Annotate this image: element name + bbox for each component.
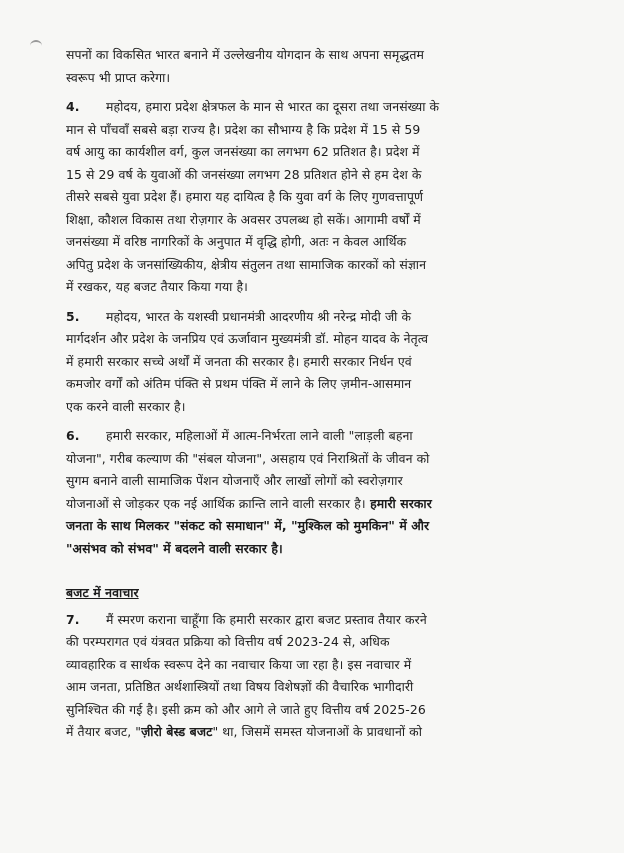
text-segment: महोदय, भारत के यशस्वी प्रधानमंत्री आदरणीय श्री नरेन्द्र मोदी जी के — [106, 308, 412, 324]
paragraph-7 — [66, 609, 578, 744]
paragraph-number: 4. — [66, 99, 80, 114]
text-line: अपितु प्रदेश के जनसांख्यिकीय, क्षेत्रीय संतुलन तथा सामाजिक कारकों को संज्ञान — [66, 256, 427, 272]
paragraph-4 — [66, 96, 578, 299]
paragraph-number: 6. — [66, 428, 80, 443]
text-line — [66, 306, 578, 329]
text-line — [66, 96, 578, 119]
bold-text-segment: ज़ीरो बेस्ड बजट — [141, 724, 213, 739]
text-segment: महोदय, हमारा प्रदेश क्षेत्रफल के मान से भारत का दूसरा तथा जनसंख्या के — [106, 99, 440, 114]
text-line: आम जनता, प्रतिष्ठित अर्थशास्त्रियों तथा विषय विशेषज्ञों की वैचारिक भागीदारी — [66, 679, 414, 694]
text-line: एक करने वाली सरकार है। — [66, 398, 186, 414]
text-line: में रखकर, यह बजट तैयार किया गया है। — [66, 279, 248, 294]
text-line: शिक्षा, कौशल विकास तथा रोज़गार के अवसर उपलब्ध हो सकें। आगामी वर्षों में — [66, 211, 421, 227]
document-body — [66, 44, 578, 751]
text-line: मान से पाँचवाँ सबसे बड़ा राज्य है। प्रदेश का सौभाग्य है कि प्रदेश में 15 से 59 — [66, 121, 421, 137]
paragraph-number: 5. — [66, 308, 80, 324]
bold-text-segment: हमारी सरकार — [365, 495, 432, 511]
text-segment: " था, जिसमें समस्त योजनाओं के प्रावधानों को — [212, 724, 423, 739]
paragraph-number: 7. — [66, 611, 80, 627]
text-line: स्वरूप भी प्राप्त करेगा। — [66, 69, 171, 85]
bold-text-line: जनता के साथ मिलकर "संकट को समाधान" में, "मुश्किल को मुमकिन" में और — [66, 518, 430, 533]
text-line — [66, 493, 578, 516]
text-line: कमजोर वर्गों को अंतिम पंक्ति से प्रथम पंक्ति में लाने के लिए ज़मीन-आसमान — [66, 376, 412, 391]
bold-text-line: "असंभव को संभव" में बदलने वाली सरकार है। — [66, 540, 283, 556]
text-line: व्यावहारिक व सार्थक स्वरूप देने का नवाचार किया जा रहा है। इस नवाचार में — [66, 656, 412, 672]
paragraph-6 — [66, 425, 578, 560]
section-heading: बजट में नवाचार — [66, 585, 139, 600]
text-line: सुनिश्चित की गई है। इसी क्रम को और आगे ले जाते हुए वित्तीय वर्ष 2025-26 — [66, 701, 426, 717]
text-line: जनसंख्या में वरिष्ठ नागरिकों के अनुपात में वृद्धि होगी, अतः न केवल आर्थिक — [66, 234, 407, 249]
page-margin-mark — [30, 40, 42, 52]
text-line — [66, 721, 578, 744]
text-line: तीसरे सबसे युवा प्रदेश हैं। हमारा यह दायित्व है कि युवा वर्ग के लिए गुणवत्तापूर्ण — [66, 189, 424, 204]
text-segment: योजनाओं से जोड़कर एक नई आर्थिक क्रान्ति लाने वाली सरकार है। — [66, 495, 366, 511]
text-line: सपनों का विकसित भारत बनाने में उल्लेखनीय योगदान के साथ अपना समृद्धतम — [66, 47, 425, 62]
text-line: की परम्परागत एवं यंत्रवत प्रक्रिया को वित्तीय वर्ष 2023-24 से, अधिक — [66, 634, 390, 649]
section-heading-wrap — [66, 582, 578, 605]
text-line: मार्गदर्शन और प्रदेश के जनप्रिय एवं ऊर्जावान मुख्यमंत्री डॉ. मोहन यादव के नेतृत्व — [66, 331, 429, 346]
paragraph-5 — [66, 306, 578, 419]
intro-paragraph — [66, 44, 578, 89]
text-segment: मैं स्मरण कराना चाहूँगा कि हमारी सरकार द्वारा बजट प्रस्ताव तैयार करने — [106, 611, 427, 627]
text-line: योजना", गरीब कल्याण की "संबल योजना", असहाय एवं निराश्रितों के जीवन को — [66, 450, 430, 466]
text-line — [66, 609, 578, 632]
text-line: में हमारी सरकार सच्चे अर्थों में जनता की सरकार है। हमारी सरकार निर्धन एवं — [66, 353, 412, 369]
text-line: वर्ष आयु का कार्यशील वर्ग, कुल जनसंख्या का लगभग 62 प्रतिशत है। प्रदेश में — [66, 144, 420, 159]
text-segment: में तैयार बजट, " — [66, 724, 142, 739]
text-line — [66, 425, 578, 448]
text-line: सुगम बनाने वाली सामाजिक पेंशन योजनाएँ और लाखों लोगों को स्वरोज़गार — [66, 473, 403, 488]
text-segment: हमारी सरकार, महिलाओं में आत्म-निर्भरता लाने वाली "लाड़ली बहना — [106, 428, 413, 443]
text-line: 15 से 29 वर्ष के युवाओं की जनसंख्या लगभग 28 प्रतिशत होने से हम देश के — [66, 166, 422, 182]
